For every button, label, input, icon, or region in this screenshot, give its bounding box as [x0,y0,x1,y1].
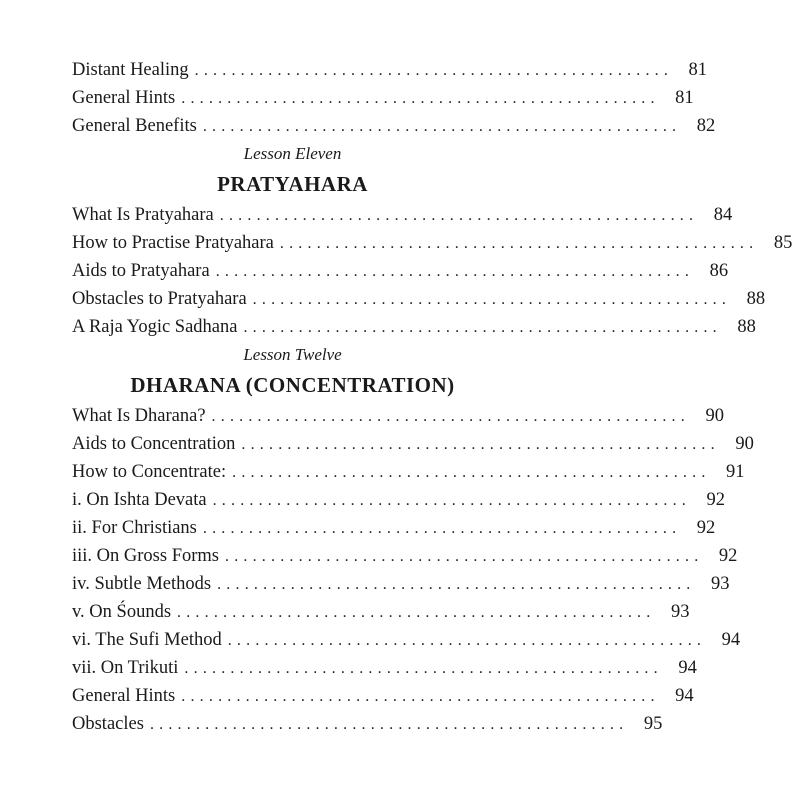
toc-entry [72,257,729,285]
lesson-label: Lesson Eleven [243,144,342,163]
dot-leader: .................................................... [212,492,692,509]
toc-entry-page: 94 [721,630,741,650]
toc-entry-page: 92 [696,518,716,538]
toc-entry [72,486,726,514]
dot-leader: .................................................... [217,576,696,593]
toc-entry-title: What Is Pratyahara [72,201,220,229]
toc-entry-title: vii. On Trikuti [72,654,184,682]
dot-leader: .................................................... [227,632,707,649]
toc-entry-title: General Hints [72,84,181,112]
dot-leader: .................................................... [241,436,720,453]
dot-leader: .................................................... [181,688,660,705]
toc-entry-page: 92 [718,546,738,566]
toc-entry-page: 94 [678,658,697,678]
section-heading: DHARANA (CONCENTRATION) [130,373,455,397]
toc-entry [72,458,745,486]
toc-entry-page: 86 [709,261,729,281]
toc-entry-page: 93 [670,602,690,622]
toc-entry-page: 81 [688,60,708,80]
dot-leader: .................................................... [215,263,695,280]
toc-entry [72,626,741,654]
toc-entry-title: How to Concentrate: [72,458,232,486]
toc-entry-title: Obstacles [72,710,150,738]
toc-entry-page: 94 [675,686,694,706]
toc-entry [72,402,724,430]
toc-entry-title: v. On Śounds [72,598,177,626]
dot-leader: .................................................... [184,660,663,677]
toc-entry-title: iii. On Gross Forms [72,542,225,570]
toc-entry-title: General Benefits [72,112,203,140]
toc-entry-title: Aids to Pratyahara [72,257,216,285]
toc-entry-page: 81 [675,88,694,108]
toc-entry-title: iv. Subtle Methods [72,570,217,598]
toc-entry-page: 85 [773,233,792,253]
section-heading: PRATYAHARA [217,172,368,196]
toc-entry [72,682,694,710]
dot-leader: .................................................... [219,207,699,224]
toc-entry-title: General Hints [72,682,181,710]
toc-entry [72,84,694,112]
toc-entry [72,542,738,570]
toc-entry [72,598,690,626]
toc-entry-page: 92 [706,490,726,510]
toc-entry [72,201,733,229]
dot-leader: .................................................... [181,90,660,107]
toc-entry [72,56,708,84]
toc-entry-title: A Raja Yogic Sadhana [72,313,243,341]
dot-leader: .................................................... [202,118,682,135]
dot-leader: .................................................... [149,716,629,733]
toc-entry-page: 88 [737,317,756,337]
dot-leader: .................................................... [225,548,704,565]
toc-entry [72,313,756,341]
toc-entry-title: vi. The Sufi Method [72,626,228,654]
dot-leader: .................................................... [279,235,759,252]
toc-entry-page: 82 [696,116,716,136]
dot-leader: .................................................... [194,62,674,79]
toc-entry-page: 95 [643,714,663,734]
toc-entry-page: 88 [746,289,766,309]
dot-leader: .................................................... [243,319,722,336]
toc-entry [72,710,663,738]
toc-entry-page: 90 [735,434,754,454]
toc-entry-page: 91 [726,462,745,482]
table-of-contents [72,56,792,738]
dot-leader: .................................................... [202,520,682,537]
toc-entry [72,229,792,257]
dot-leader: .................................................... [232,464,711,481]
toc-entry [72,430,754,458]
toc-entry-title: Distant Healing [72,56,195,84]
toc-entry [72,514,716,542]
toc-entry-page: 84 [713,205,733,225]
lesson-label: Lesson Twelve [243,345,342,364]
toc-entry [72,112,716,140]
dot-leader: .................................................... [177,604,656,621]
toc-entry-title: Aids to Concentration [72,430,241,458]
toc-entry [72,285,766,313]
toc-entry-title: What Is Dharana? [72,402,212,430]
toc-entry-page: 90 [705,406,724,426]
toc-entry [72,654,697,682]
toc-entry-page: 93 [711,574,730,594]
toc-entry [72,570,730,598]
dot-leader: .................................................... [211,408,690,425]
toc-entry-title: ii. For Christians [72,514,203,542]
toc-entry-title: i. On Ishta Devata [72,486,213,514]
toc-entry-title: How to Practise Pratyahara [72,229,280,257]
dot-leader: .................................................... [252,291,732,308]
toc-entry-title: Obstacles to Pratyahara [72,285,253,313]
